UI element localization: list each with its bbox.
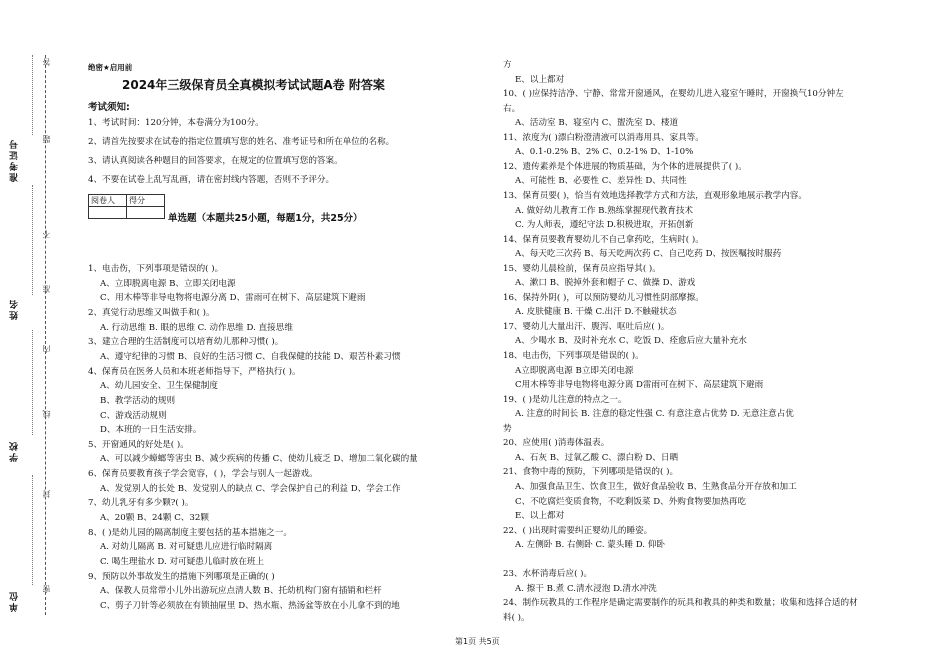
question-stem: 3、建立合理的生活制度可以培育幼儿那种习惯( )。 bbox=[88, 337, 284, 348]
score-table bbox=[88, 194, 165, 219]
question-option: A、20颗 B、24颗 C、32颗 bbox=[100, 513, 209, 524]
question-option: E、以上都对 bbox=[515, 74, 565, 85]
unit-label: 单位 bbox=[10, 590, 20, 612]
score-cell: 得分 bbox=[127, 195, 165, 207]
blank-line bbox=[32, 185, 34, 295]
seal-tick: 答 bbox=[42, 58, 51, 66]
question-stem: 7、幼儿乳牙有多少颗?( )。 bbox=[88, 498, 194, 509]
question-option: C用木棒等非导电物将电源分离 D雷雨可在树下、高层建筑下避雨 bbox=[515, 380, 764, 391]
question-option: A立即脱离电源 B立即关闭电源 bbox=[515, 365, 634, 376]
question-option: E、以上都对 bbox=[515, 511, 565, 522]
question-stem: 12、遗传素养是个体进展的物质基础，为个体的进展提供了( )。 bbox=[503, 161, 747, 172]
question-option: A、立即脱离电源 B、立即关闭电源 bbox=[100, 278, 236, 289]
question-stem: 10、( )应保持洁净、宁静、常常开窗通风，在婴幼儿进入寝室午睡时，开窗换气10分钟左 bbox=[503, 89, 844, 100]
question-stem: 11、浓度为( )漂白粉澄清液可以消毒用具、家具等。 bbox=[503, 132, 704, 143]
seal-tick: 不 bbox=[42, 230, 51, 238]
question-option: A. 左侧卧 B. 右侧卧 C. 蒙头睡 D. 仰卧 bbox=[515, 540, 665, 551]
school-label: 学校 bbox=[10, 440, 20, 462]
blank-line bbox=[32, 330, 34, 435]
question-stem: 20、应使用( )消毒体温表。 bbox=[503, 438, 610, 449]
question-option: A、幼儿园安全、卫生保健制度 bbox=[100, 381, 218, 392]
question-option: A、加强食品卫生、饮食卫生，做好食品验收 B、生熟食品分开存放和加工 bbox=[515, 481, 797, 492]
question-option: C、不吃腐烂变质食物，不吃剩饭菜 D、外购食物要加热再吃 bbox=[515, 496, 747, 507]
question-option: 势 bbox=[503, 423, 512, 434]
question-stem: 9、预防以外事故发生的措施下列哪项是正确的( ) bbox=[88, 571, 275, 582]
question-stem: 13、保育员要( )，恰当有效地选择教学方式和方法，直观形象地展示教学内容。 bbox=[503, 190, 807, 201]
question-stem: 8、( )是幼儿园的隔离制度主要包括的基本措施之一。 bbox=[88, 527, 292, 538]
question-stem: 5、开窗通风的好处是( )。 bbox=[88, 439, 189, 450]
exam-note: 2、请首先按要求在试卷的指定位置填写您的姓名、准考证号和所在单位的名称。 bbox=[88, 137, 395, 147]
seal-tick: 内 bbox=[42, 345, 51, 353]
notes-heading: 考试须知: bbox=[88, 102, 130, 113]
section-heading: 单选题（本题共25小题，每题1分，共25分） bbox=[168, 213, 363, 224]
exam-note: 3、请认真阅读各种题目的回答要求，在规定的位置填写您的答案。 bbox=[88, 156, 343, 166]
question-option: A. 皮肤健康 B. 干燥 C.出汗 D.不触碰状态 bbox=[515, 307, 677, 318]
question-option: A、0.1-0.2% B、2% C、0.2-1% D、1-10% bbox=[515, 147, 694, 158]
question-option: A、活动室 B、寝室内 C、盥洗室 D、楼道 bbox=[515, 118, 679, 129]
question-stem: 15、婴幼儿晨检前，保育员应指导其( )。 bbox=[503, 263, 661, 274]
question-option: C、用木棒等非导电物将电源分离 D、雷雨可在树下、高层建筑下避雨 bbox=[100, 293, 366, 304]
exam-number-label: 准考证号 bbox=[10, 138, 20, 182]
seal-tick: 题 bbox=[42, 135, 51, 143]
blank-line bbox=[32, 55, 34, 135]
question-option: A、漱口 B、脱掉外套和帽子 C、做操 D、游戏 bbox=[515, 278, 696, 289]
question-stem: 4、保育员在医务人员和本班老师指导下，严格执行( )。 bbox=[88, 366, 301, 377]
question-option: A、发觉别人的长处 B、发觉别人的缺点 C、学会保护自己的利益 D、学会工作 bbox=[100, 483, 401, 494]
question-option: C、剪子刀针等必须放在有锁抽屉里 D、热水瓶、热汤盆等放在小儿拿不到的地 bbox=[100, 600, 400, 611]
seal-tick: 密 bbox=[42, 585, 51, 593]
question-stem: 17、婴幼儿大量出汗、腹泻、呕吐后应( )。 bbox=[503, 321, 670, 332]
question-option: A. 对幼儿隔离 B. 对可疑患儿应进行临时隔离 bbox=[100, 542, 273, 553]
question-option: A. 行动思维 B. 眼的思维 C. 动作思维 D. 直接思维 bbox=[100, 322, 293, 333]
question-stem: 16、保持外阴( )，可以预防婴幼儿习惯性阴部摩擦。 bbox=[503, 292, 704, 303]
exam-note: 4、不要在试卷上乱写乱画，请在密封线内答题，否则不予评分。 bbox=[88, 175, 335, 185]
question-stem: 1、电击伤，下列事项是错误的( )。 bbox=[88, 264, 224, 274]
question-stem: 21、食物中毒的预防，下列哪项是错误的( )。 bbox=[503, 467, 679, 478]
question-option: B、教学活动的规则 bbox=[100, 395, 176, 406]
question-option: A、可能性 B、必要性 C、差异性 D、共同性 bbox=[515, 176, 687, 187]
question-option: D、本班的一日生活安排。 bbox=[100, 425, 202, 436]
page-title: 2024年三级保育员全真模拟考试试题A卷 附答案 bbox=[122, 78, 385, 92]
question-option: A. 做好幼儿教育工作 B.熟练掌握现代教育技术 bbox=[515, 205, 694, 216]
question-option: A. 注意的时间长 B. 注意的稳定性强 C. 有意注意占优势 D. 无意注意占优 bbox=[515, 409, 794, 420]
question-stem: 22、( )出现时需要纠正婴幼儿的睡姿。 bbox=[503, 525, 653, 536]
confidential-mark: 绝密★启用前 bbox=[88, 63, 133, 72]
question-option: A、遵守纪律的习惯 B、良好的生活习惯 C、自我保健的技能 D、艰苦朴素习惯 bbox=[100, 351, 401, 362]
page-footer: 第1页 共5页 bbox=[455, 637, 500, 646]
question-option: A、少喝水 B、及时补充水 C、吃饭 D、痊愈后应大量补充水 bbox=[515, 336, 747, 347]
question-option: A. 擦干 B.煮 C.清水浸泡 D.清水冲洗 bbox=[515, 583, 657, 594]
question-option: A、每天吃三次药 B、每天吃两次药 C、自己吃药 D、按医嘱按时服药 bbox=[515, 249, 782, 260]
question-option: C. 为人师表，遵纪守法 D.积极进取，开拓创新 bbox=[515, 220, 694, 231]
grader-cell: 阅卷人 bbox=[89, 195, 127, 207]
question-stem: 19、( )是幼儿注意的特点之一。 bbox=[503, 394, 627, 405]
question-option: 方 bbox=[503, 60, 512, 70]
question-option: A、石灰 B、过氧乙酸 C、漂白粉 D、日晒 bbox=[515, 452, 679, 463]
question-option: A、保教人员常带小儿外出游玩应点清人数 B、托幼机构门窗有插销和栏杆 bbox=[100, 586, 382, 597]
seal-tick: 封 bbox=[42, 490, 51, 498]
question-option: A、可以减少蟑螂等害虫 B、减少疾病的传播 C、使幼儿疲乏 D、增加二氧化碳的量 bbox=[100, 454, 418, 465]
question-option: 右。 bbox=[503, 103, 521, 114]
question-option: 料( )。 bbox=[503, 612, 530, 623]
question-stem: 23、水杯消毒后应( )。 bbox=[503, 569, 593, 580]
question-stem: 6、保育员要教育孩子学会宽容，( )，学会与别人一起游戏。 bbox=[88, 469, 318, 480]
exam-note: 1、考试时间：120分钟，本卷满分为100分。 bbox=[88, 118, 264, 128]
seal-tick: 准 bbox=[42, 285, 51, 293]
question-stem: 24、制作玩教具的工作程序是确定需要制作的玩具和教具的种类和数量；收集和选择合适的材 bbox=[503, 598, 858, 609]
blank-line bbox=[32, 475, 34, 585]
question-stem: 14、保育员要教育婴幼儿不自己拿药吃，生病时( )。 bbox=[503, 234, 704, 245]
grader-blank[interactable] bbox=[89, 207, 127, 219]
question-stem: 18、电击伤，下列事项是错误的( )。 bbox=[503, 351, 644, 361]
seal-tick: 线 bbox=[42, 410, 51, 418]
name-label: 姓名 bbox=[10, 298, 20, 320]
score-blank[interactable] bbox=[127, 207, 165, 219]
question-option: C、游戏活动规则 bbox=[100, 410, 167, 421]
question-option: C. 喝生理盐水 D. 对可疑患儿临时放在班上 bbox=[100, 557, 265, 567]
question-stem: 2、真觉行动思维又叫做手和( )。 bbox=[88, 307, 215, 318]
